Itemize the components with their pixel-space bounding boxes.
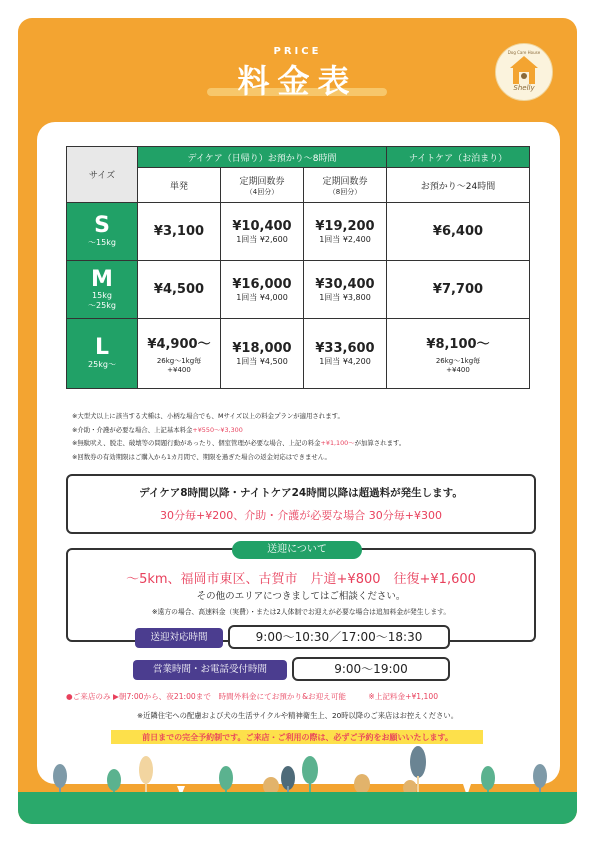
daycare-header: デイケア（日帰り）お預かり〜8時間: [138, 147, 387, 168]
size-letter: M: [91, 266, 113, 292]
grass-strip: [18, 792, 577, 824]
note-3: [72, 437, 542, 451]
pickup-line1: 〜5km、福岡市東区、古賀市 片道+¥800 往復+¥1,600: [126, 572, 476, 587]
col-ticket8-sub: （8回分）: [328, 187, 362, 196]
ticket8-price: ¥30,400: [315, 276, 375, 292]
ticket8-cell: [304, 319, 387, 389]
col-night: お預かり〜24時間: [387, 168, 530, 203]
logo-name: Shelly: [513, 84, 535, 92]
pickup-hours-label: 送迎対応時間: [135, 628, 223, 648]
ticket4-cell: [221, 319, 304, 389]
night-price-cell: [387, 261, 530, 319]
logo-tagline: Dog Care House: [507, 50, 541, 55]
ticket4-per: 1回当 ¥4,000: [236, 292, 288, 302]
pickup-hours-value: 9:00〜10:30／17:00〜18:30: [228, 625, 450, 649]
overtime-line1: デイケア8時間以降・ナイトケア24時間以降は超過料が発生します。: [139, 487, 463, 499]
night-price: ¥6,400: [432, 224, 484, 239]
reservation-note: 前日までの完全予約制です。ご来店・ご利用の際は、必ずご予約をお願いいたします。: [142, 733, 453, 742]
ticket8-cell: [304, 261, 387, 319]
size-header: サイズ: [67, 147, 138, 203]
col-ticket8: [304, 168, 387, 203]
table-row: [67, 261, 530, 319]
size-cell: [67, 261, 138, 319]
nightcare-header: ナイトケア（お泊まり）: [387, 147, 530, 168]
single-price-cell: [138, 203, 221, 261]
ticket8-per: 1回当 ¥2,400: [319, 234, 371, 244]
single-note: 26kg〜1kg毎 +¥400: [156, 357, 202, 374]
business-hours-value: 9:00〜19:00: [292, 657, 450, 681]
single-price: ¥4,500: [153, 282, 205, 297]
table-row: [67, 203, 530, 261]
note-2-text: ※介助・介護が必要な場合、上記基本料金: [72, 425, 193, 434]
overtime-box: [66, 474, 536, 534]
page-title: 料金表: [237, 62, 358, 100]
shelly-logo: [495, 43, 553, 101]
ticket4-price: ¥18,000: [232, 340, 292, 356]
night-price-cell: [387, 203, 530, 261]
size-letter: L: [94, 335, 110, 360]
notes-block: [72, 410, 542, 464]
ticket4-cell: [221, 261, 304, 319]
night-price: ¥8,100〜: [426, 337, 490, 352]
size-cell: [67, 319, 138, 389]
size-cell: [67, 203, 138, 261]
visit-hours-note: [66, 691, 536, 702]
size-letter: S: [94, 213, 110, 238]
col-ticket4-label: 定期回数券: [239, 176, 285, 187]
ticket4-cell: [221, 203, 304, 261]
note-3-tail: が加算されます。: [354, 439, 406, 448]
pickup-title: 送迎について: [232, 541, 362, 559]
ticket4-per: 1回当 ¥2,600: [236, 234, 288, 244]
ticket8-per: 1回当 ¥3,800: [319, 292, 371, 302]
night-price-cell: [387, 319, 530, 389]
single-price-cell: [138, 261, 221, 319]
pickup-line3: ※遠方の場合、高速料金（実費）・または2人体制でお迎えが必要な場合は追加料金が発生します。: [151, 608, 451, 616]
col-single: [138, 168, 221, 203]
business-hours-label: 営業時間・お電話受付時間: [133, 660, 287, 680]
night-price: ¥7,700: [432, 282, 484, 297]
visit-hours-text: ●ご来店のみ ▶朝7:00から、夜21:00まで 時間外料金にてお預かり&お迎え可能: [66, 692, 346, 701]
ticket4-price: ¥16,000: [232, 276, 292, 292]
col-ticket8-label: 定期回数券: [322, 176, 368, 187]
col-ticket4: [221, 168, 304, 203]
ticket4-price: ¥10,400: [232, 218, 292, 234]
ticket8-price: ¥33,600: [315, 340, 375, 356]
note-2-price: +¥550〜¥3,300: [192, 425, 243, 434]
size-weight: 〜15kg: [88, 238, 116, 247]
single-price-cell: [138, 319, 221, 389]
note-3-price: +¥1,100〜: [320, 439, 355, 448]
visit-hours-fee: ※上記料金+¥1,100: [368, 692, 439, 701]
single-price: ¥4,900〜: [147, 337, 211, 352]
note-4: ※回数券の有効期限はご購入から1カ月間で、期限を過ぎた場合の返金対応はできません。: [72, 452, 331, 461]
single-price: ¥3,100: [153, 224, 205, 239]
ticket8-per: 1回当 ¥4,200: [319, 356, 371, 366]
col-ticket4-sub: （4回分）: [245, 187, 279, 196]
note-1: ※大型犬以上に該当する犬種は、小柄な場合でも、Mサイズ以上の料金プランが適用されます。: [72, 412, 344, 420]
price-word: PRICE: [273, 46, 322, 57]
ticket8-price: ¥19,200: [315, 218, 375, 234]
ticket8-cell: [304, 203, 387, 261]
table-row: [67, 319, 530, 389]
ticket4-per: 1回当 ¥4,500: [236, 356, 288, 366]
pickup-line2: その他のエリアにつきましてはご相談ください。: [196, 591, 406, 602]
note-3-text: ※無駄吠え、脱走、破壊等の問題行動があったり、個室管理が必要な場合、上記の料金: [72, 439, 321, 448]
neighbor-note: ※近隣住宅への配慮および犬の生活サイクルや精神衛生上、20時以降のご来店はお控えください。: [137, 711, 458, 720]
overtime-line2: 30分毎+¥200、介助・介護が必要な場合 30分毎+¥300: [160, 509, 442, 522]
night-note: 26kg〜1kg毎 +¥400: [435, 357, 481, 374]
tree-decoration: [18, 740, 577, 800]
col-single-label: 単発: [169, 181, 188, 192]
note-2: [72, 424, 542, 438]
size-weight: 25kg〜: [88, 360, 116, 369]
size-weight: 15kg 〜25kg: [88, 290, 116, 310]
price-table: [66, 146, 530, 389]
